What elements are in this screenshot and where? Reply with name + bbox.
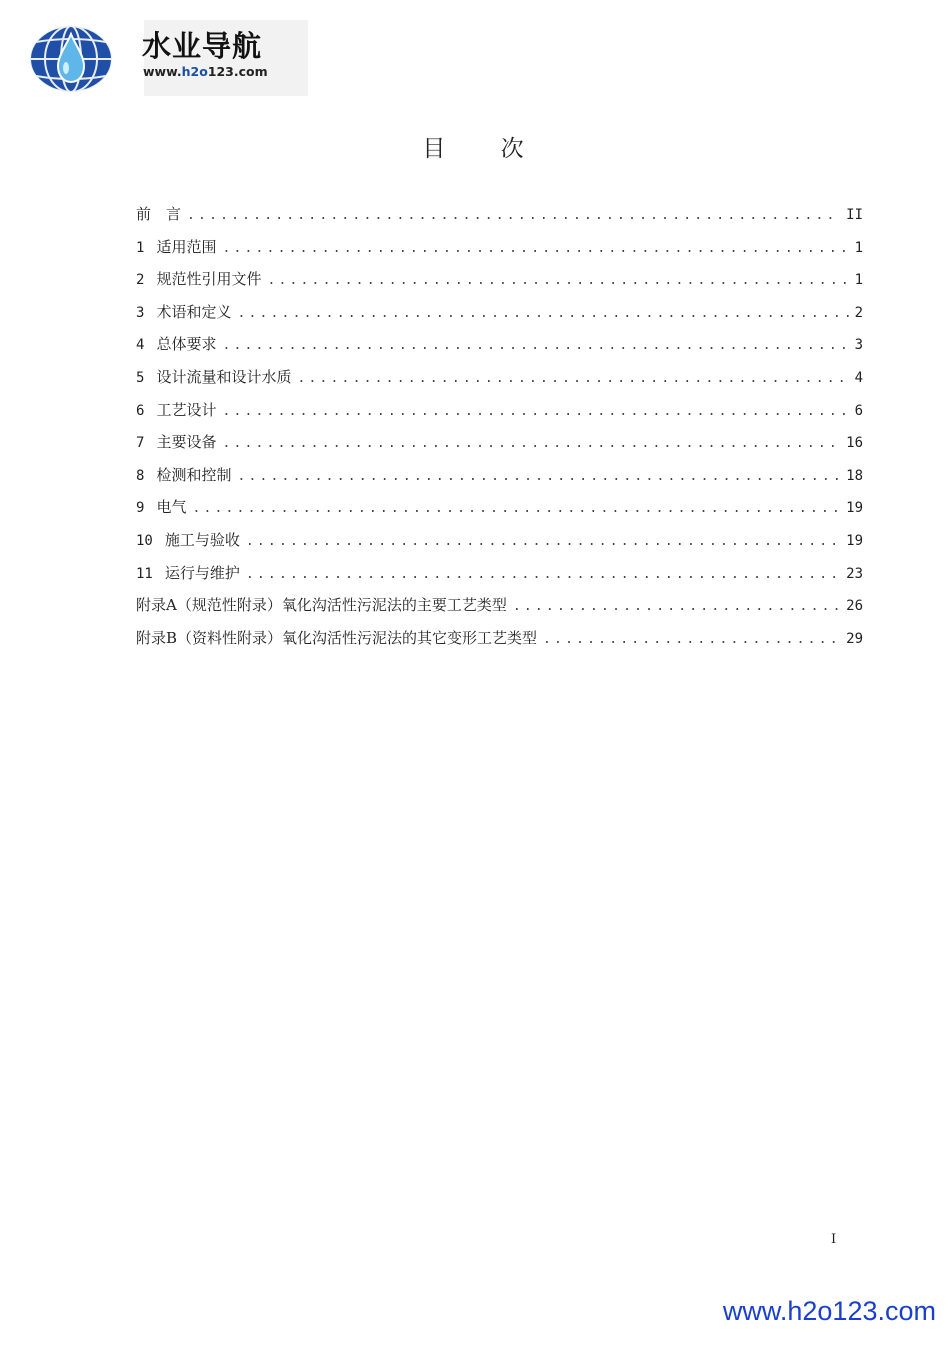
toc-entry[interactable] bbox=[136, 496, 863, 529]
toc-entry[interactable] bbox=[136, 366, 863, 399]
toc-entry-label bbox=[136, 366, 291, 387]
toc-entry-label bbox=[136, 627, 537, 648]
toc-entry[interactable] bbox=[136, 399, 863, 432]
dot-leader bbox=[222, 241, 848, 256]
toc-entry[interactable] bbox=[136, 431, 863, 464]
toc-entry-label bbox=[136, 236, 216, 257]
toc-entry-label bbox=[136, 464, 231, 485]
dot-leader bbox=[222, 338, 848, 353]
dot-leader bbox=[222, 436, 840, 451]
toc-entry-text: 电气 bbox=[156, 498, 187, 517]
toc-entry-number: 7 bbox=[136, 435, 145, 452]
toc-entry-page: 3 bbox=[854, 337, 863, 354]
toc-entry[interactable] bbox=[136, 464, 863, 497]
dot-leader bbox=[543, 632, 840, 647]
toc-entry-text: 前 言 bbox=[136, 205, 182, 223]
dot-leader bbox=[187, 208, 840, 223]
toc-entry-page: 4 bbox=[854, 369, 863, 386]
toc-entry-number: 1 bbox=[136, 239, 145, 256]
toc-entry-text: 检测和控制 bbox=[156, 465, 232, 484]
toc-entry-text: 适用范围 bbox=[156, 237, 217, 256]
toc-entry-text: 附录B（资料性附录）氧化沟活性污泥法的其它变形工艺类型 bbox=[136, 628, 538, 647]
toc-entry-label bbox=[136, 203, 181, 224]
toc-entry-text: 附录A（规范性附录）氧化沟活性污泥法的主要工艺类型 bbox=[136, 596, 507, 615]
toc-entry-text: 总体要求 bbox=[156, 335, 217, 354]
toc-entry-page: 18 bbox=[846, 467, 863, 484]
toc-entry-number: 4 bbox=[136, 337, 145, 354]
toc-entry-page: 19 bbox=[846, 532, 863, 549]
footer-link[interactable]: www.h2o123.com bbox=[722, 1296, 936, 1326]
dot-leader bbox=[267, 273, 848, 288]
toc-entry-number: 2 bbox=[136, 272, 145, 289]
toc-entry-number: 8 bbox=[136, 467, 145, 484]
toc-entry-page: 6 bbox=[854, 402, 863, 419]
toc-entry-page: II bbox=[846, 207, 863, 223]
toc-entry-page: 29 bbox=[846, 630, 863, 647]
globe-drop-icon bbox=[28, 24, 114, 94]
dot-leader bbox=[513, 599, 840, 614]
dot-leader bbox=[222, 404, 848, 419]
toc-entry-page: 26 bbox=[846, 598, 863, 615]
toc-entry-number: 10 bbox=[136, 532, 153, 549]
dot-leader bbox=[237, 306, 848, 321]
toc-entry-number: 9 bbox=[136, 500, 145, 517]
toc-entry-label bbox=[136, 268, 261, 289]
toc-title: 目 次 bbox=[422, 136, 548, 162]
toc-entry-page: 1 bbox=[854, 239, 863, 256]
toc-entry-number: 5 bbox=[136, 369, 145, 386]
logo-url: www.h2o123.com bbox=[143, 64, 268, 79]
toc-entry-label bbox=[136, 496, 186, 517]
toc-entry[interactable] bbox=[136, 301, 863, 334]
toc-entry-label bbox=[136, 301, 231, 322]
toc-entry-page: 19 bbox=[846, 500, 863, 517]
toc-entry-number: 3 bbox=[136, 304, 145, 321]
toc-entry[interactable] bbox=[136, 627, 863, 660]
toc-entry-number: 6 bbox=[136, 402, 145, 419]
toc-entry-text: 术语和定义 bbox=[156, 302, 232, 321]
toc-entry-label bbox=[136, 529, 240, 550]
toc-entry-label bbox=[136, 431, 216, 452]
toc-entry-text: 规范性引用文件 bbox=[156, 270, 262, 289]
toc-entry-text: 工艺设计 bbox=[156, 400, 217, 419]
toc-entry-page: 1 bbox=[854, 272, 863, 289]
toc-entry[interactable] bbox=[136, 562, 863, 595]
table-of-contents bbox=[136, 203, 863, 659]
toc-entry-label bbox=[136, 562, 240, 583]
toc-entry[interactable] bbox=[136, 333, 863, 366]
dot-leader bbox=[297, 371, 848, 386]
toc-entry-label bbox=[136, 333, 216, 354]
toc-entry-page: 2 bbox=[854, 304, 863, 321]
dot-leader bbox=[246, 567, 840, 582]
toc-entry-number: 11 bbox=[136, 565, 153, 582]
toc-entry[interactable] bbox=[136, 203, 863, 236]
dot-leader bbox=[237, 469, 840, 484]
toc-entry-page: 16 bbox=[846, 435, 863, 452]
toc-entry-text: 运行与维护 bbox=[164, 563, 240, 582]
toc-entry-text: 主要设备 bbox=[156, 433, 217, 452]
dot-leader bbox=[246, 534, 840, 549]
toc-entry[interactable] bbox=[136, 268, 863, 301]
toc-entry[interactable] bbox=[136, 529, 863, 562]
toc-entry[interactable] bbox=[136, 236, 863, 269]
toc-entry-text: 施工与验收 bbox=[164, 530, 240, 549]
toc-entry[interactable] bbox=[136, 594, 863, 627]
toc-entry-text: 设计流量和设计水质 bbox=[156, 367, 292, 386]
toc-entry-page: 23 bbox=[846, 565, 863, 582]
toc-entry-label bbox=[136, 594, 507, 615]
page-number: I bbox=[831, 1232, 837, 1247]
logo-name: 水业导航 bbox=[142, 29, 263, 63]
dot-leader bbox=[192, 501, 840, 516]
toc-entry-label bbox=[136, 399, 216, 420]
